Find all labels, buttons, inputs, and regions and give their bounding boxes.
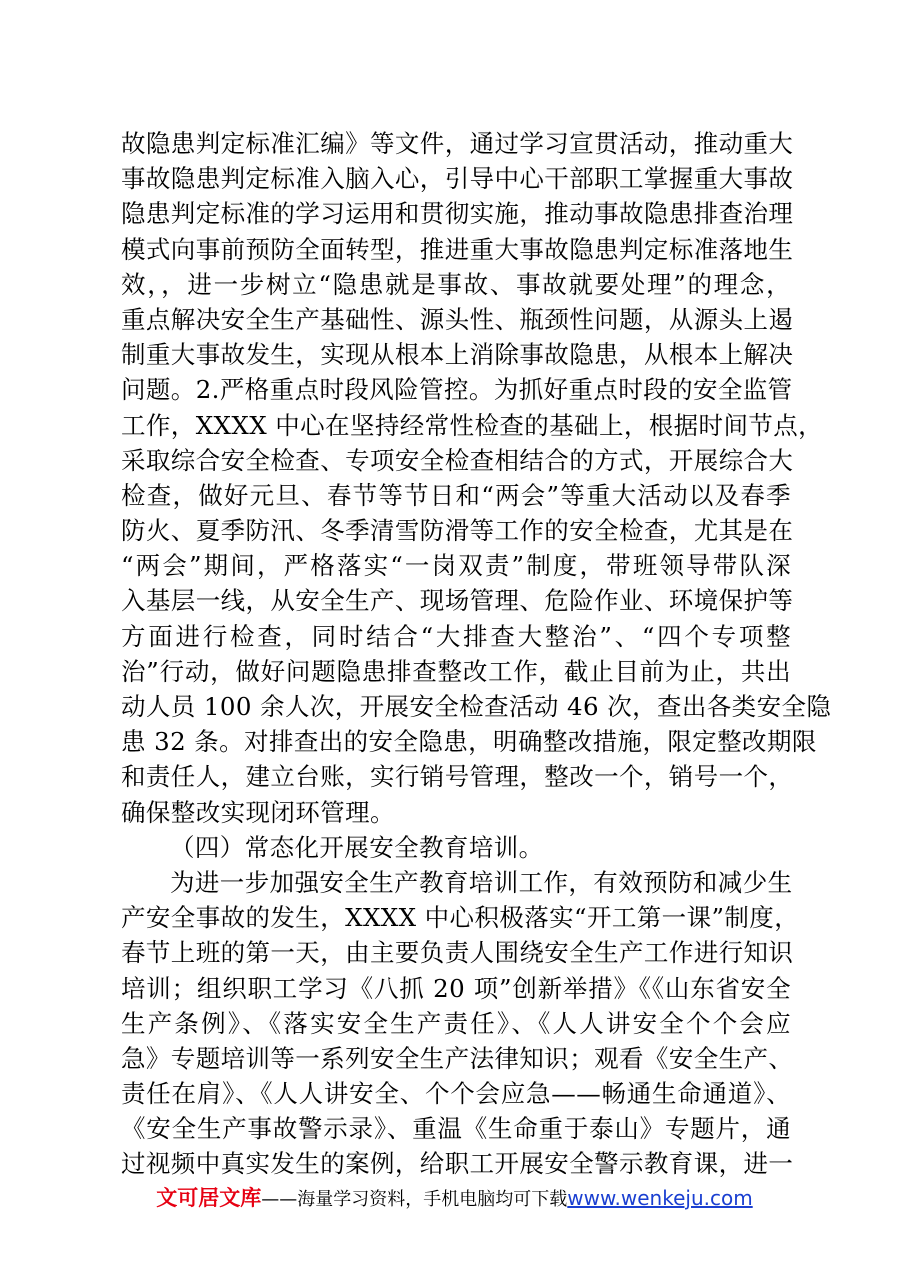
text-line: 治”行动，做好问题隐患排查整改工作，截止目前为止，共出 [121, 656, 791, 686]
text-line: 工作，XXXX 中心在坚持经常性检查的基础上，根据时间节点， [121, 410, 824, 440]
text-line: 培训；组织职工学习《八抓 20 项”创新举措》《《山东省安全 [121, 973, 791, 1003]
text-line: 事故隐患判定标准入脑入心，引导中心干部职工掌握重大事故 [121, 164, 794, 194]
text-line: 隐患判定标准的学习运用和贯彻实施，推动事故隐患排查治理 [121, 199, 794, 229]
text-line: 责任在肩》、《人人讲安全、个个会应急——畅通生命通道》、 [121, 1079, 791, 1109]
text-line: 重点解决安全生产基础性、源头性、瓶颈性问题，从源头上遏 [121, 304, 794, 334]
text-line: 动人员 100 余人次，开展安全检查活动 46 次，查出各类安全隐 [121, 692, 832, 721]
text-line: 产安全事故的发生，XXXX 中心积极落实“开工第一课”制度， [121, 903, 800, 933]
text-line: “两会”期间，严格落实“一岗双责”制度，带班领导带队深 [121, 551, 791, 581]
text-line: 过视频中真实发生的案例，给职工开展安全警示教育课，进一 [121, 1149, 794, 1179]
text-line: 效，，进一步树立“隐患就是事故、事故就要处理”的理念， [121, 269, 791, 299]
text-line: 患 32 条。对排查出的安全隐患，明确整改措施，限定整改期限 [121, 727, 817, 757]
text-line: 问题。2.严格重点时段风险管控。为抓好重点时段的安全监管 [121, 375, 793, 405]
footer-brand: 文可居文库 [156, 1186, 262, 1210]
text-line: 生产条例》、《落实安全生产责任》、《人人讲安全个个会应 [121, 1008, 791, 1038]
text-line: 防火、夏季防汛、冬季清雪防滑等工作的安全检查，尤其是在 [121, 516, 794, 546]
text-line: 入基层一线，从安全生产、现场管理、危险作业、环境保护等 [121, 586, 794, 616]
footer-tagline: ——海量学习资料，手机电脑均可下载 [261, 1189, 568, 1210]
text-line: 模式向事前预防全面转型，推进重大事故隐患判定标准落地生 [121, 234, 794, 264]
text-line: 和责任人，建立台账，实行销号管理，整改一个，销号一个， [121, 762, 794, 792]
section-heading: （四）常态化开展安全教育培训。 [170, 832, 544, 862]
text-line: 急》专题培训等一系列安全生产法律知识；观看《安全生产、 [121, 1043, 794, 1073]
text-line: 确保整改实现闭环管理。 [121, 797, 395, 827]
document-body [121, 126, 832, 1182]
text-line: 采取综合安全检查、专项安全检查相结合的方式，开展综合大 [121, 445, 794, 475]
watermark-footer [0, 1182, 909, 1212]
text-line: 为进一步加强安全生产教育培训工作，有效预防和减少生 [170, 867, 793, 897]
text-line: 检查，做好元旦、春节等节日和“两会”等重大活动以及春季 [121, 480, 791, 510]
text-line: 制重大事故发生，实现从根本上消除事故隐患，从根本上解决 [121, 340, 794, 370]
text-line: 春节上班的第一天，由主要负责人围绕安全生产工作进行知识 [121, 938, 794, 968]
text-line: 故隐患判定标准汇编》等文件，通过学习宣贯活动，推动重大 [121, 129, 794, 158]
footer-link[interactable]: www.wenkeju.com [567, 1186, 753, 1210]
text-line: 方面进行检查，同时结合“大排查大整治”、“四个专项整 [121, 621, 791, 651]
text-line: 《安全生产事故警示录》、重温《生命重于泰山》专题片，通 [121, 1114, 791, 1144]
